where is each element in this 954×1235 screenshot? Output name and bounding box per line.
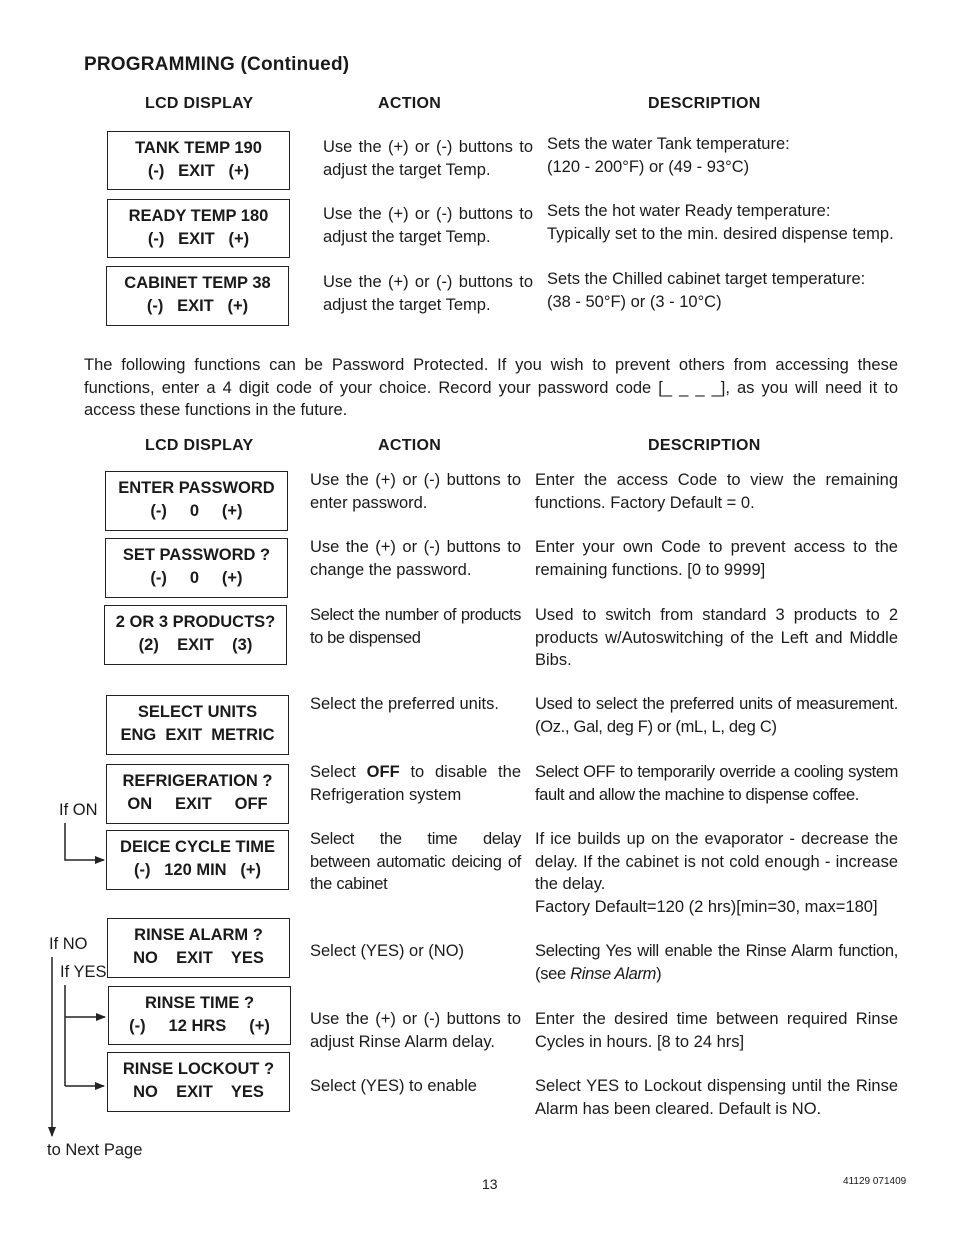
lcd-line1: 2 OR 3 PRODUCTS? — [115, 613, 276, 631]
lcd-line2: (-) 12 HRS (+) — [129, 1017, 270, 1035]
col-header-description: DESCRIPTION — [648, 95, 761, 112]
lcd-line1: RINSE TIME ? — [144, 994, 255, 1012]
lcd-line2: (-) 0 (+) — [150, 569, 243, 587]
page-number: 13 — [482, 1176, 498, 1192]
desc-line1: Sets the Chilled cabinet target temperature: — [547, 270, 866, 288]
lcd-line2: ENG EXIT METRIC — [120, 726, 275, 744]
desc-rinse-lockout: Select YES to Lockout dispensing until the Rinse Alarm has been cleared. Default is NO. — [535, 1077, 898, 1118]
action-rinse-lockout: Select (YES) to enable — [310, 1077, 477, 1095]
desc-line2: (120 - 200°F) or (49 - 93°C) — [547, 157, 750, 176]
desc-refrigeration: Select OFF to temporarily override a cooling system fault and allow the machine to dispense coffee. — [535, 763, 898, 804]
desc-enter-password: Enter the access Code to view the remaining functions. Factory Default = 0. — [535, 471, 898, 512]
flow-label-if-yes: If YES — [60, 963, 107, 981]
lcd-line2: (2) EXIT (3) — [138, 636, 253, 654]
action-select-units: Select the preferred units. — [310, 695, 499, 713]
lcd-line1: READY TEMP 180 — [128, 207, 269, 225]
desc-select-units: Used to select the preferred units of measurement. (Oz., Gal, deg F) or (mL, L, deg C) — [535, 695, 898, 736]
col-header-action: ACTION — [378, 95, 442, 112]
desc-line2: (38 - 50°F) or (3 - 10°C) — [547, 292, 722, 311]
lcd-line2: NO EXIT YES — [133, 1083, 264, 1101]
lcd-line1: REFRIGERATION ? — [122, 772, 273, 790]
lcd-line1: SELECT UNITS — [137, 703, 258, 721]
desc-text: ) — [656, 964, 662, 983]
desc-text: Selecting Yes will enable the Rinse Alarm function, (see — [535, 942, 898, 983]
lcd-line2: ON EXIT OFF — [127, 795, 268, 813]
desc-line1: Sets the hot water Ready temperature: — [547, 202, 831, 220]
col-header-action-2: ACTION — [378, 437, 442, 454]
action-cabinet-temp: Use the (+) or (-) buttons to adjust the target Temp. — [323, 273, 533, 314]
desc-italic: Rinse Alarm — [570, 964, 657, 983]
desc-line1: Sets the water Tank temperature: — [547, 135, 790, 153]
flow-label-next-page: to Next Page — [47, 1141, 143, 1159]
action-enter-password: Use the (+) or (-) buttons to enter password. — [310, 471, 521, 512]
lcd-line2: NO EXIT YES — [133, 949, 264, 967]
col-header-lcd-2: LCD DISPLAY — [145, 437, 254, 454]
desc-set-password: Enter your own Code to prevent access to the remaining functions. [0 to 9999] — [535, 538, 898, 579]
lcd-line1: SET PASSWORD ? — [122, 546, 271, 564]
desc-rinse-time: Enter the desired time between required Rinse Cycles in hours. [8 to 24 hrs] — [535, 1010, 898, 1051]
lcd-line2: (-) 120 MIN (+) — [134, 861, 261, 879]
action-deice-cycle: Select the time delay between automatic deicing of the cabinet — [310, 830, 521, 893]
lcd-line1: DEICE CYCLE TIME — [120, 838, 275, 856]
action-rinse-alarm: Select (YES) or (NO) — [310, 942, 465, 960]
lcd-line2: (-) EXIT (+) — [146, 297, 249, 315]
lcd-line1: RINSE LOCKOUT ? — [122, 1060, 275, 1078]
flow-label-if-no: If NO — [49, 935, 88, 953]
action-rinse-time: Use the (+) or (-) buttons to adjust Rinse Alarm delay. — [310, 1010, 521, 1051]
flow-label-if-on: If ON — [59, 801, 98, 819]
action-set-password: Use the (+) or (-) buttons to change the password. — [310, 538, 521, 579]
col-header-description-2: DESCRIPTION — [648, 437, 761, 454]
doc-code: 41129 071409 — [843, 1176, 907, 1187]
desc-line2: Typically set to the min. desired dispense temp. — [547, 224, 894, 243]
desc-text: If ice builds up on the evaporator - decrease the delay. If the cabinet is not cold enough - increase the delay. — [535, 830, 898, 893]
desc-text-2: Factory Default=120 (2 hrs)[min=30, max=180] — [535, 897, 878, 916]
lcd-line2: (-) EXIT (+) — [147, 230, 250, 248]
page-heading: PROGRAMMING (Continued) — [84, 54, 350, 75]
desc-products: Used to switch from standard 3 products to 2 products w/Autoswitching of the Left and Middle Bibs. — [535, 606, 898, 669]
lcd-line2: (-) EXIT (+) — [147, 162, 250, 180]
password-note: The following functions can be Password Protected. If you wish to prevent others from accessing these functions, enter a 4 digit code of your choice. Record your password code [_ _ _ _], as you will need it to access these functions in the future. — [84, 356, 898, 419]
action-tank-temp: Use the (+) or (-) buttons to adjust the target Temp. — [323, 138, 533, 179]
action-ready-temp: Use the (+) or (-) buttons to adjust the target Temp. — [323, 205, 533, 246]
lcd-line1: CABINET TEMP 38 — [124, 274, 271, 292]
action-products: Select the number of products to be dispensed — [310, 606, 521, 647]
lcd-line1: TANK TEMP 190 — [135, 139, 262, 157]
lcd-line1: ENTER PASSWORD — [118, 479, 275, 497]
action-bold: OFF — [366, 763, 400, 781]
col-header-lcd: LCD DISPLAY — [145, 95, 254, 112]
action-text: Select — [310, 763, 367, 781]
action-text: to disable the Refrigeration system — [310, 763, 521, 804]
lcd-line2: (-) 0 (+) — [150, 502, 243, 520]
arrow-if-on — [65, 823, 104, 860]
lcd-line1: RINSE ALARM ? — [134, 926, 263, 944]
